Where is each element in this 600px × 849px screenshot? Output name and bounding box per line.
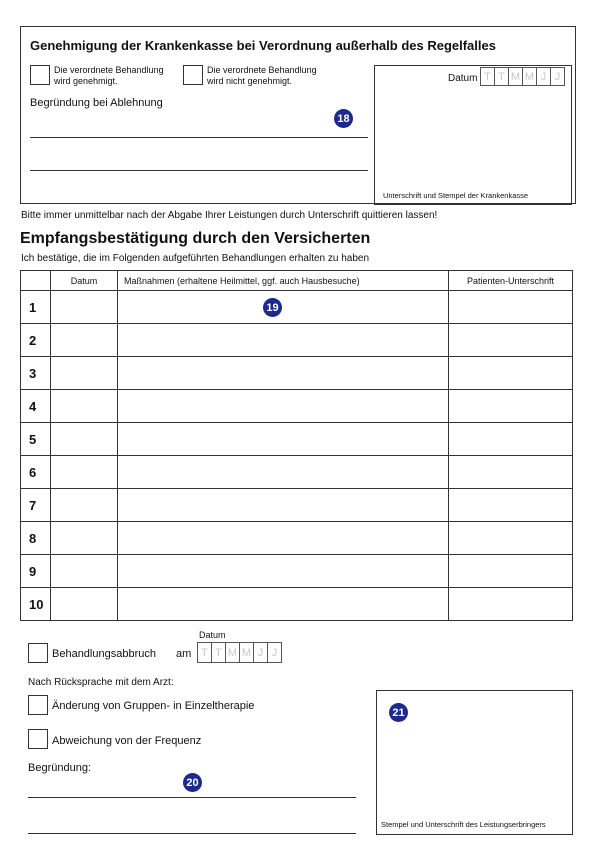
row-number: 6 [21, 456, 51, 489]
row-measures-cell[interactable] [118, 555, 449, 588]
receipt-heading: Empfangsbestätigung durch den Versicherten [20, 230, 371, 247]
rejection-reason-line-1[interactable] [30, 137, 368, 138]
doctor-intro: Nach Rücksprache mit dem Arzt: [28, 677, 174, 688]
row-signature-cell[interactable] [449, 555, 573, 588]
frequency-deviation-label: Abweichung von der Frequenz [52, 735, 202, 747]
insurer-stamp-label: Unterschrift und Stempel der Krankenkasse [383, 191, 529, 200]
date-box-day-1: T [197, 642, 212, 663]
row-signature-cell[interactable] [449, 588, 573, 621]
insurer-date-field[interactable] [481, 67, 565, 86]
row-date-cell[interactable] [51, 456, 118, 489]
date-box-day-1: T [480, 67, 495, 86]
row-number: 9 [21, 555, 51, 588]
date-box-day-2: T [494, 67, 509, 86]
table-row [21, 489, 573, 522]
table-row [21, 588, 573, 621]
termination-date-field[interactable] [198, 642, 282, 663]
date-box-day-2: T [211, 642, 226, 663]
table-row [21, 456, 573, 489]
header-signature: Patienten-Unterschrift [449, 271, 573, 291]
row-number: 10 [21, 588, 51, 621]
row-date-cell[interactable] [51, 291, 118, 324]
row-date-cell[interactable] [51, 489, 118, 522]
date-box-month-2: M [522, 67, 537, 86]
group-to-single-label: Änderung von Gruppen- in Einzeltherapie [52, 700, 255, 712]
termination-checkbox[interactable] [28, 643, 48, 663]
termination-label: Behandlungsabbruch [52, 648, 156, 660]
row-measures-cell[interactable] [118, 489, 449, 522]
table-row [21, 423, 573, 456]
row-number: 3 [21, 357, 51, 390]
row-number: 7 [21, 489, 51, 522]
marker-21: 21 [389, 703, 408, 722]
row-measures-cell[interactable] [118, 456, 449, 489]
rejection-reason-line-2[interactable] [30, 170, 368, 171]
row-date-cell[interactable] [51, 324, 118, 357]
approved-option-label: Die verordnete Behandlung wird genehmigt. [54, 65, 164, 86]
table-row [21, 357, 573, 390]
row-measures-cell[interactable] [118, 588, 449, 621]
row-date-cell[interactable] [51, 522, 118, 555]
insurer-stamp-box[interactable] [374, 65, 572, 205]
approval-title: Genehmigung der Krankenkasse bei Verordnung außerhalb des Regelfalles [30, 38, 496, 53]
insurer-date-label: Datum [448, 73, 478, 84]
rejected-option-label: Die verordnete Behandlung wird nicht genehmigt. [207, 65, 317, 86]
row-date-cell[interactable] [51, 423, 118, 456]
row-date-cell[interactable] [51, 588, 118, 621]
doctor-reason-line-2[interactable] [28, 833, 356, 834]
termination-date-label: Datum [199, 630, 226, 640]
marker-20: 20 [183, 773, 202, 792]
row-number: 5 [21, 423, 51, 456]
date-box-month-1: M [225, 642, 240, 663]
header-number [21, 271, 51, 291]
row-measures-cell[interactable] [118, 357, 449, 390]
row-measures-cell[interactable] [118, 423, 449, 456]
row-date-cell[interactable] [51, 390, 118, 423]
provider-stamp-label: Stempel und Unterschrift des Leistungserbringers [381, 820, 546, 829]
termination-am-label: am [176, 648, 192, 660]
row-number: 4 [21, 390, 51, 423]
row-signature-cell[interactable] [449, 456, 573, 489]
table-row [21, 324, 573, 357]
table-row [21, 555, 573, 588]
row-measures-cell[interactable] [118, 291, 449, 324]
table-row [21, 291, 573, 324]
approved-checkbox[interactable] [30, 65, 50, 85]
row-number: 8 [21, 522, 51, 555]
row-number: 2 [21, 324, 51, 357]
row-signature-cell[interactable] [449, 357, 573, 390]
doctor-reason-label: Begründung: [28, 762, 91, 774]
row-measures-cell[interactable] [118, 390, 449, 423]
row-signature-cell[interactable] [449, 423, 573, 456]
row-signature-cell[interactable] [449, 324, 573, 357]
date-box-month-1: M [508, 67, 523, 86]
table-row [21, 390, 573, 423]
group-to-single-checkbox[interactable] [28, 695, 48, 715]
row-measures-cell[interactable] [118, 324, 449, 357]
row-number: 1 [21, 291, 51, 324]
rejected-checkbox[interactable] [183, 65, 203, 85]
marker-19: 19 [263, 298, 282, 317]
row-signature-cell[interactable] [449, 489, 573, 522]
row-date-cell[interactable] [51, 357, 118, 390]
header-date: Datum [51, 271, 118, 291]
doctor-reason-line-1[interactable] [28, 797, 356, 798]
rejection-reason-label: Begründung bei Ablehnung [30, 97, 163, 109]
receipt-subheading: Ich bestätige, die im Folgenden aufgeführten Behandlungen erhalten zu haben [21, 253, 370, 264]
date-box-year-1: J [536, 67, 551, 86]
row-signature-cell[interactable] [449, 522, 573, 555]
date-box-year-1: J [253, 642, 268, 663]
date-box-month-2: M [239, 642, 254, 663]
date-box-year-2: J [267, 642, 282, 663]
marker-18: 18 [334, 109, 353, 128]
row-signature-cell[interactable] [449, 291, 573, 324]
row-signature-cell[interactable] [449, 390, 573, 423]
header-measures: Maßnahmen (erhaltene Heilmittel, ggf. auch Hausbesuche) [118, 271, 449, 291]
date-box-year-2: J [550, 67, 565, 86]
row-date-cell[interactable] [51, 555, 118, 588]
treatment-table [20, 270, 573, 621]
notice-text: Bitte immer unmittelbar nach der Abgabe Ihrer Leistungen durch Unterschrift quittieren lassen! [21, 210, 438, 221]
row-measures-cell[interactable] [118, 522, 449, 555]
table-header-row [21, 271, 573, 291]
table-row [21, 522, 573, 555]
frequency-deviation-checkbox[interactable] [28, 729, 48, 749]
